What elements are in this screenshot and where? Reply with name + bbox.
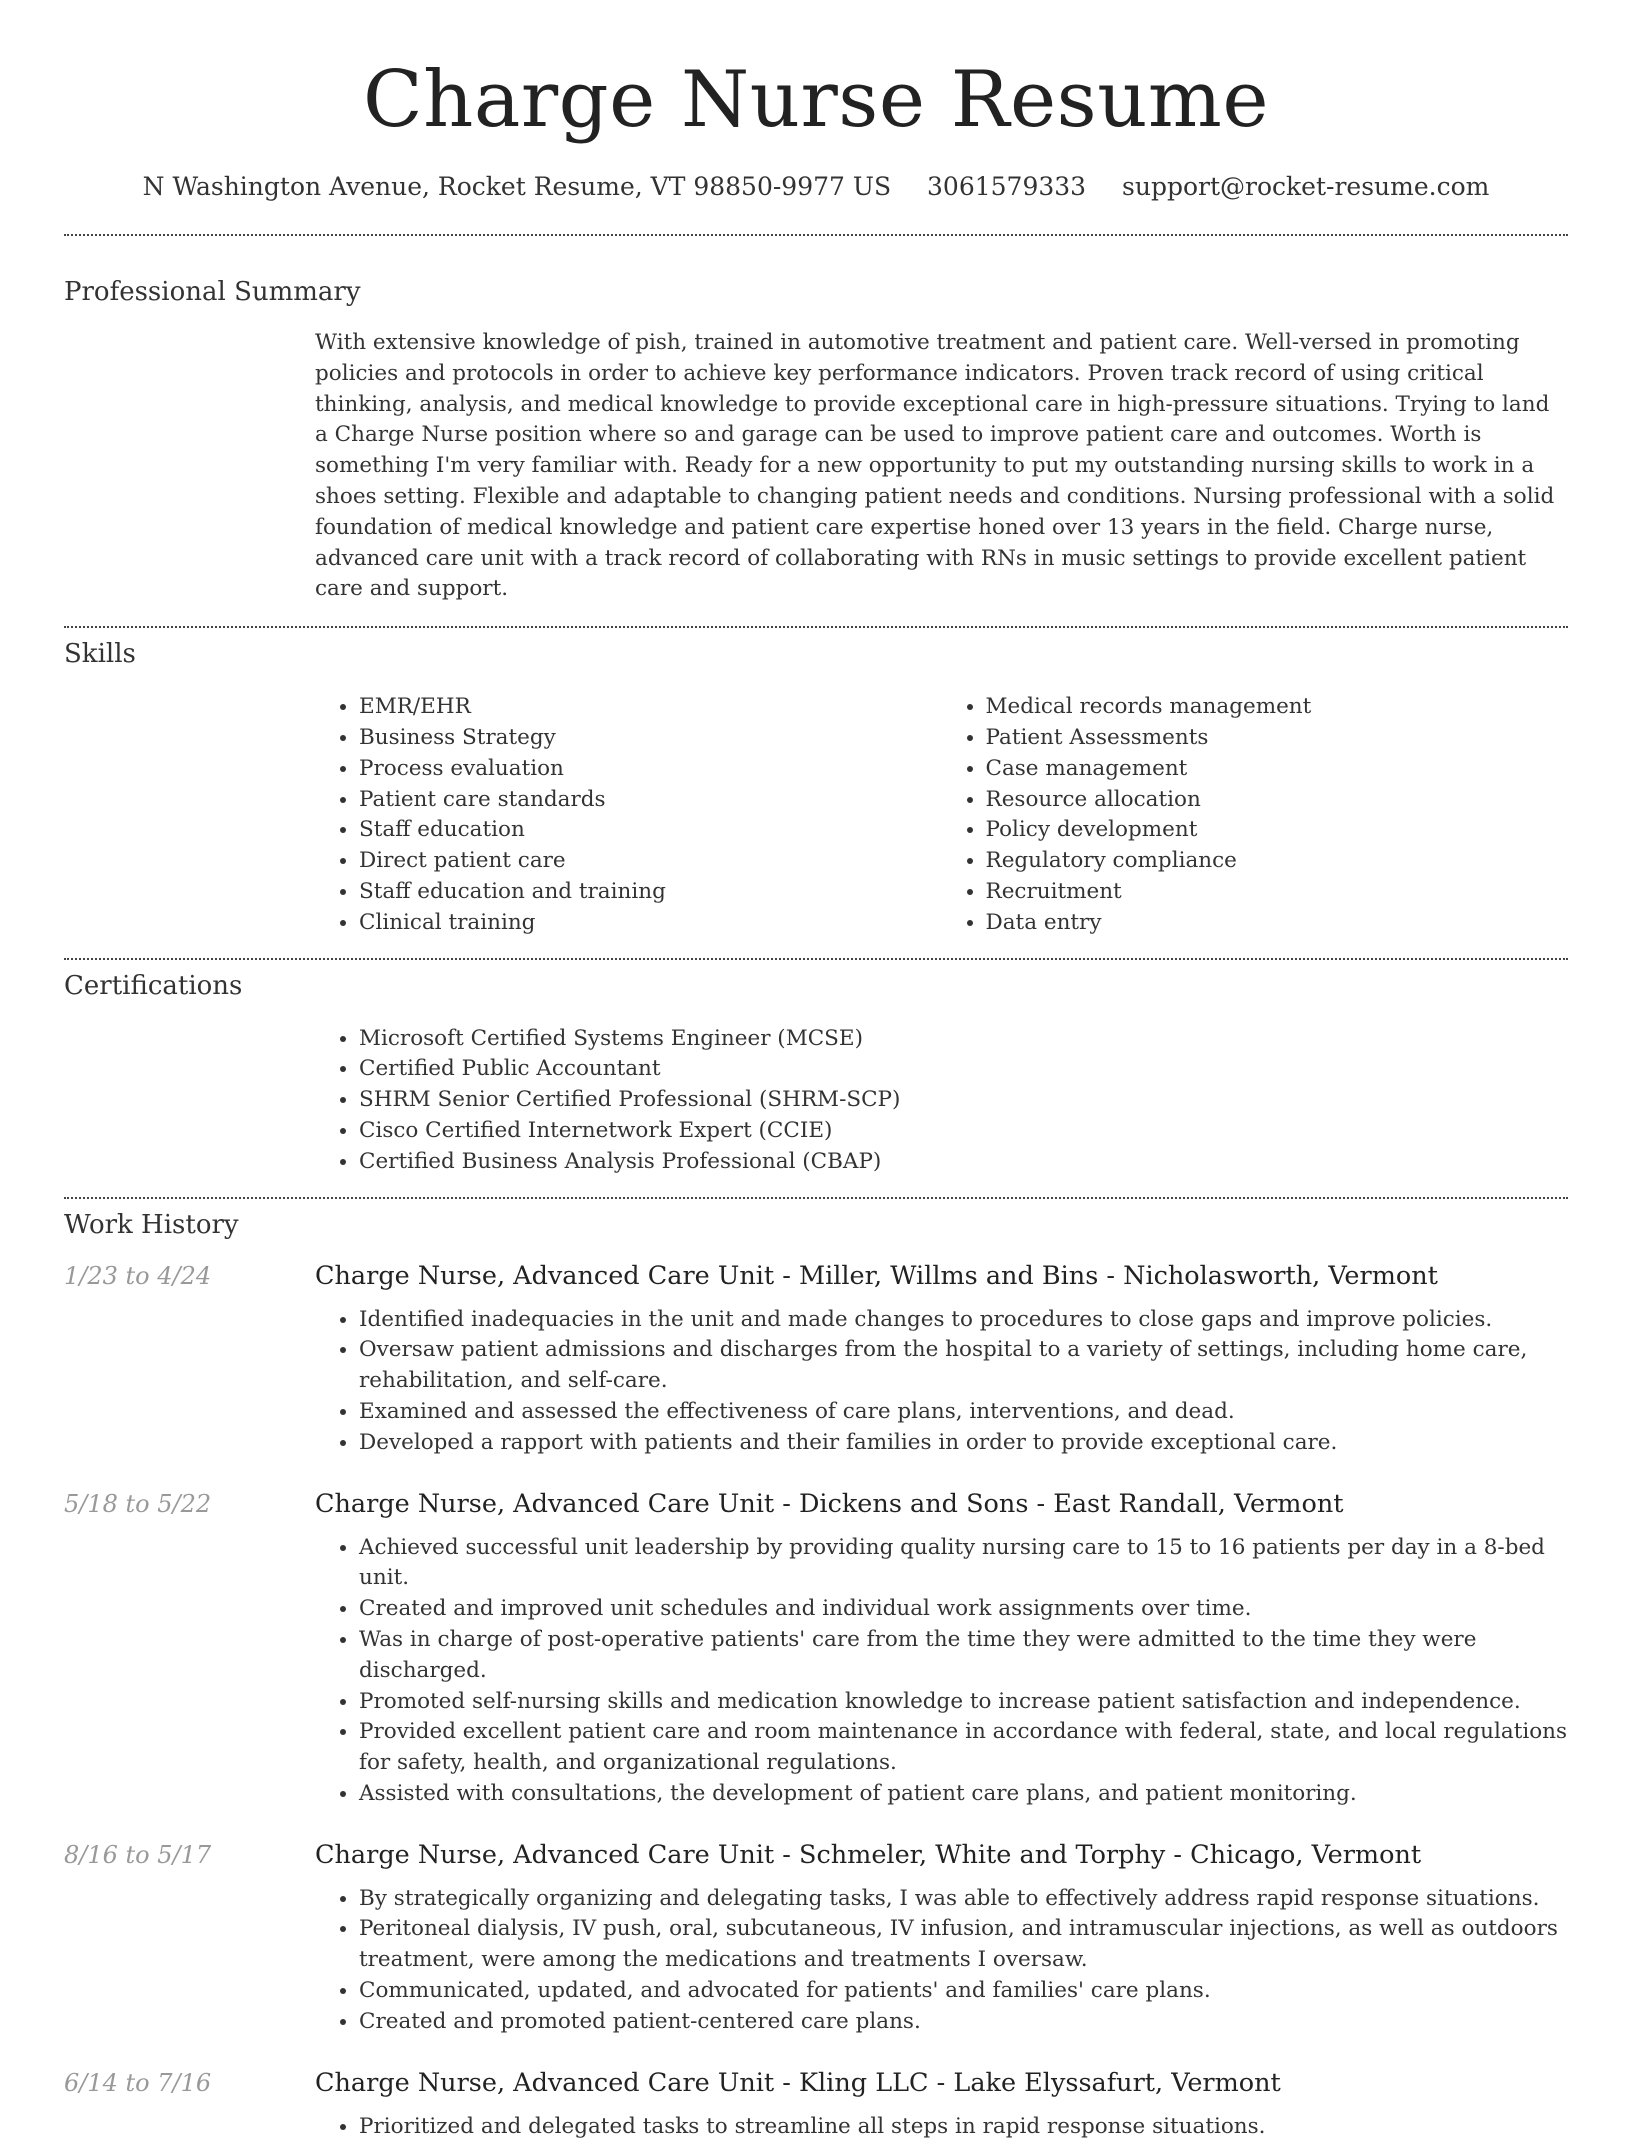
skills-section <box>64 638 1568 938</box>
skills-heading: Skills <box>64 639 136 670</box>
job-entry <box>64 1840 1568 2038</box>
job-header <box>64 1261 1568 1291</box>
section-divider <box>64 1197 1568 1199</box>
job-date: 5/18 to 5/22 <box>64 1489 212 1518</box>
certification-item: • SHRM Senior Certified Professional (SHRM-SCP) <box>359 1085 1568 1116</box>
certification-item: • Certified Business Analysis Professional (CBAP) <box>359 1147 1568 1178</box>
job-bullet: • Achieved successful unit leadership by providing quality nursing care to 15 to 16 patients per day in a 8-bed unit. <box>359 1533 1568 1595</box>
job-bullet: • Examined and assessed the effectiveness of care plans, interventions, and dead. <box>359 1397 1568 1428</box>
job-bullet: • Identified inadequacies in the unit and made changes to procedures to close gaps and improve policies. <box>359 1305 1568 1336</box>
skill-item: • Recruitment <box>986 877 1569 908</box>
skill-item: • Clinical training <box>359 908 942 939</box>
skill-item: • Staff education <box>359 815 942 846</box>
job-date: 8/16 to 5/17 <box>64 1840 212 1869</box>
job-bullet: • Assisted with consultations, the development of patient care plans, and patient monitoring. <box>359 1779 1568 1810</box>
job-entry <box>64 2068 1568 2142</box>
job-content <box>315 2112 1568 2142</box>
certifications-section <box>64 970 1568 1178</box>
summary-section <box>64 276 1568 605</box>
skill-item: • Case management <box>986 754 1569 785</box>
skill-item: • Business Strategy <box>359 723 942 754</box>
job-header <box>64 2068 1568 2098</box>
skills-list-left <box>315 692 942 938</box>
summary-text: With extensive knowledge of pish, trained in automotive treatment and patient care. Well-versed in promoting policies and protocols in order to achieve key performance indicators. Proven track record of using critical thinking, analysis, and medical knowledge to provide exceptional care in high-pressure situations. Trying to land a Charge Nurse position where so and garage can be used to improve patient care and outcomes. Worth is something I'm very familiar with. Ready for a new opportunity to put my outstanding nursing skills to work in a shoes setting. Flexible and adaptable to changing patient needs and conditions. Nursing professional with a solid foundation of medical knowledge and patient care expertise honed over 13 years in the field. Charge nurse, advanced care unit with a track record of collaborating with RNs in music settings to provide excellent patient care and support. <box>315 330 1555 602</box>
certifications-content <box>315 1024 1568 1178</box>
job-title: Charge Nurse, Advanced Care Unit - Schmeler, White and Torphy - Chicago, Vermont <box>315 1839 1422 1870</box>
summary-heading: Professional Summary <box>64 277 361 307</box>
skill-item: • Process evaluation <box>359 754 942 785</box>
skills-list-right <box>942 692 1569 938</box>
job-bullet: • Created and promoted patient-centered care plans. <box>359 2007 1568 2038</box>
certification-item: • Cisco Certified Internetwork Expert (CCIE) <box>359 1116 1568 1147</box>
job-entry <box>64 1489 1568 1810</box>
job-content <box>315 1305 1568 1459</box>
job-bullet: • Was in charge of post-operative patients' care from the time they were admitted to the time they were discharged. <box>359 1625 1568 1687</box>
job-bullet: • Promoted self-nursing skills and medication knowledge to increase patient satisfaction and independence. <box>359 1687 1568 1718</box>
job-bullet: • Provided excellent patient care and room maintenance in accordance with federal, state, and local regulations for safety, health, and organizational regulations. <box>359 1717 1568 1779</box>
job-bullets <box>315 1305 1568 1459</box>
certifications-heading: Certifications <box>64 970 243 1001</box>
skill-item: • Direct patient care <box>359 846 942 877</box>
skill-item: • Patient Assessments <box>986 723 1569 754</box>
summary-content <box>315 328 1568 605</box>
job-bullet: • Created and improved unit schedules and individual work assignments over time. <box>359 1594 1568 1625</box>
job-date: 6/14 to 7/16 <box>64 2068 212 2097</box>
section-divider <box>64 958 1568 960</box>
job-bullet: • Communicated, updated, and advocated for patients' and families' care plans. <box>359 1976 1568 2007</box>
section-divider <box>64 626 1568 628</box>
contact-phone: 3061579333 <box>927 172 1087 201</box>
certification-item: • Certified Public Accountant <box>359 1054 1568 1085</box>
job-entry <box>64 1261 1568 1459</box>
job-header <box>64 1840 1568 1870</box>
job-date: 1/23 to 4/24 <box>64 1261 212 1290</box>
skill-item: • Regulatory compliance <box>986 846 1569 877</box>
skills-content <box>315 692 1568 938</box>
job-content <box>315 1533 1568 1810</box>
skill-item: • Resource allocation <box>986 785 1569 816</box>
skill-item: • Policy development <box>986 815 1569 846</box>
job-title: Charge Nurse, Advanced Care Unit - Kling LLC - Lake Elyssafurt, Vermont <box>315 2067 1281 2098</box>
job-bullets <box>315 1533 1568 1810</box>
job-bullet: • Developed a rapport with patients and their families in order to provide exceptional care. <box>359 1428 1568 1459</box>
contact-email: support@rocket-resume.com <box>1122 172 1490 201</box>
job-bullet: • By strategically organizing and delegating tasks, I was able to effectively address rapid response situations. <box>359 1884 1568 1915</box>
skill-item: • Medical records management <box>986 692 1569 723</box>
work-history-heading: Work History <box>64 1209 239 1240</box>
job-bullet: • Oversaw patient admissions and discharges from the hospital to a variety of settings, including home care, rehabilitation, and self-care. <box>359 1335 1568 1397</box>
section-divider <box>64 234 1568 236</box>
job-bullets <box>315 2112 1568 2142</box>
job-bullet: • Prioritized and delegated tasks to streamline all steps in rapid response situations. <box>359 2112 1568 2142</box>
resume-page <box>64 0 1568 2142</box>
skill-item: • EMR/EHR <box>359 692 942 723</box>
job-title: Charge Nurse, Advanced Care Unit - Miller, Willms and Bins - Nicholasworth, Vermont <box>315 1260 1438 1291</box>
skill-item: • Data entry <box>986 908 1569 939</box>
skill-item: • Staff education and training <box>359 877 942 908</box>
contact-address: N Washington Avenue, Rocket Resume, VT 98850-9977 US <box>142 172 892 201</box>
certification-item: • Microsoft Certified Systems Engineer (MCSE) <box>359 1024 1568 1055</box>
certifications-list <box>315 1024 1568 1178</box>
contact-line <box>64 172 1568 202</box>
job-bullet: • Peritoneal dialysis, IV push, oral, subcutaneous, IV infusion, and intramuscular injections, as well as outdoors treatment, were among the medications and treatments I oversaw. <box>359 1914 1568 1976</box>
work-history-section <box>64 1209 1568 2142</box>
skill-item: • Patient care standards <box>359 785 942 816</box>
job-header <box>64 1489 1568 1519</box>
page-title: Charge Nurse Resume <box>362 55 1270 145</box>
job-content <box>315 1884 1568 2038</box>
job-title: Charge Nurse, Advanced Care Unit - Dickens and Sons - East Randall, Vermont <box>315 1488 1344 1519</box>
job-bullets <box>315 1884 1568 2038</box>
